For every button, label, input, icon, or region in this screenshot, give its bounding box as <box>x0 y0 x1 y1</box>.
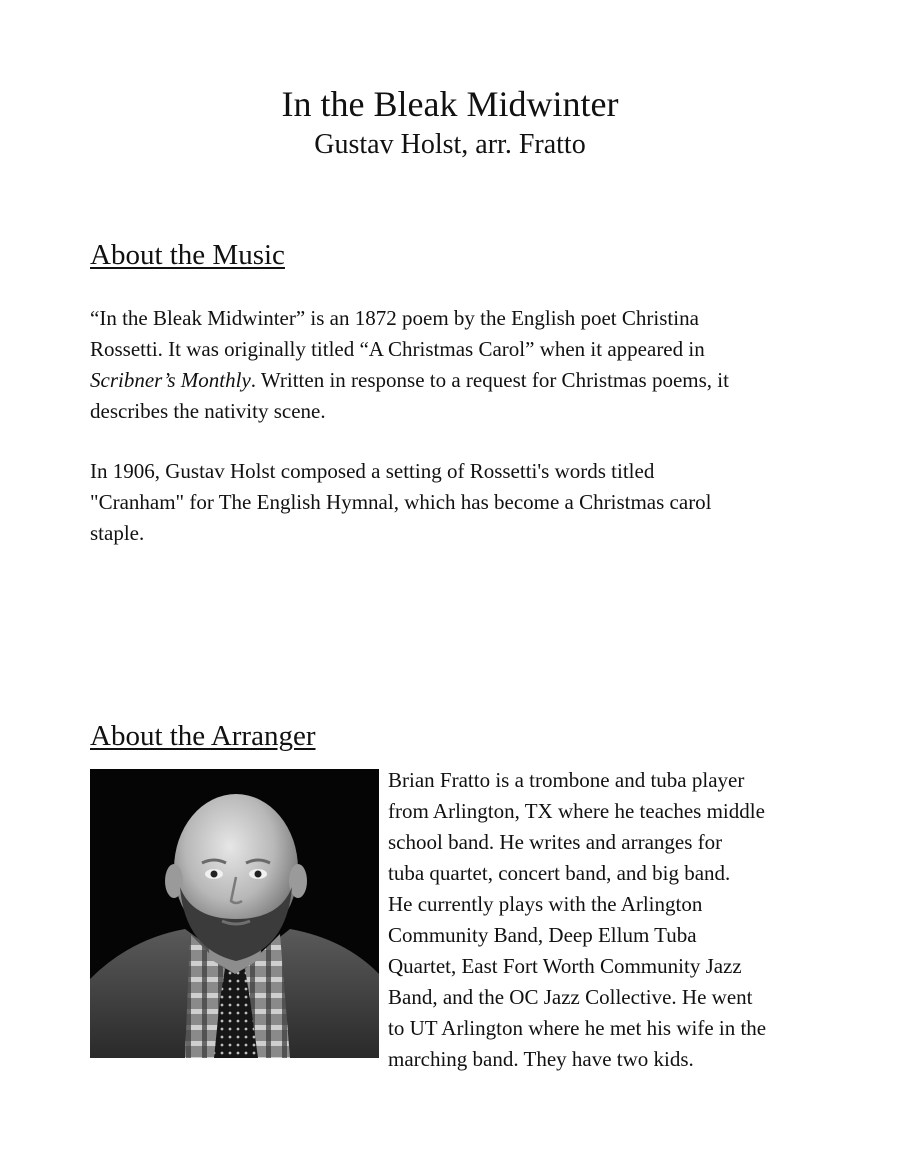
text-line <box>90 365 814 396</box>
arranger-photo <box>90 769 379 1058</box>
bio-line: Band, and the OC Jazz Collective. He went <box>388 985 753 1009</box>
text-line: In 1906, Gustav Holst composed a setting of Rossetti's words titled <box>90 459 655 483</box>
text-line: “In the Bleak Midwinter” is an 1872 poem by the English poet Christina <box>90 306 699 330</box>
text-line: "Cranham" for The English Hymnal, which has become a Christmas carol <box>90 490 712 514</box>
bio-line: Brian Fratto is a trombone and tuba player <box>388 768 745 792</box>
text-line: Rossetti. It was originally titled “A Christmas Carol” when it appeared in <box>90 337 705 361</box>
page-title: In the Bleak Midwinter <box>281 84 619 124</box>
text-line: describes the nativity scene. <box>90 399 326 423</box>
bio-line: from Arlington, TX where he teaches middle <box>388 799 765 823</box>
bio-line: school band. He writes and arranges for <box>388 830 723 854</box>
composer-credit: Gustav Holst, arr. Fratto <box>314 129 586 160</box>
bio-line: marching band. They have two kids. <box>388 1047 694 1071</box>
about-music-heading: About the Music <box>90 239 285 271</box>
bio-line: Community Band, Deep Ellum Tuba <box>388 923 697 947</box>
about-music-paragraph-2 <box>90 456 814 549</box>
about-music-paragraph-1 <box>90 303 814 427</box>
publication-title: Scribner’s Monthly <box>90 368 251 392</box>
bio-line: tuba quartet, concert band, and big band. <box>388 861 731 885</box>
text-fragment: . Written in response to a request for Christmas poems, it <box>250 368 729 392</box>
bio-line: to UT Arlington where he met his wife in the <box>388 1016 767 1040</box>
about-arranger-heading: About the Arranger <box>90 720 316 752</box>
arranger-bio <box>388 765 818 1075</box>
bio-line: He currently plays with the Arlington <box>388 892 703 916</box>
bio-line: Quartet, East Fort Worth Community Jazz <box>388 954 742 978</box>
text-line: staple. <box>90 521 145 545</box>
arranger-portrait-illustration <box>90 769 379 1058</box>
